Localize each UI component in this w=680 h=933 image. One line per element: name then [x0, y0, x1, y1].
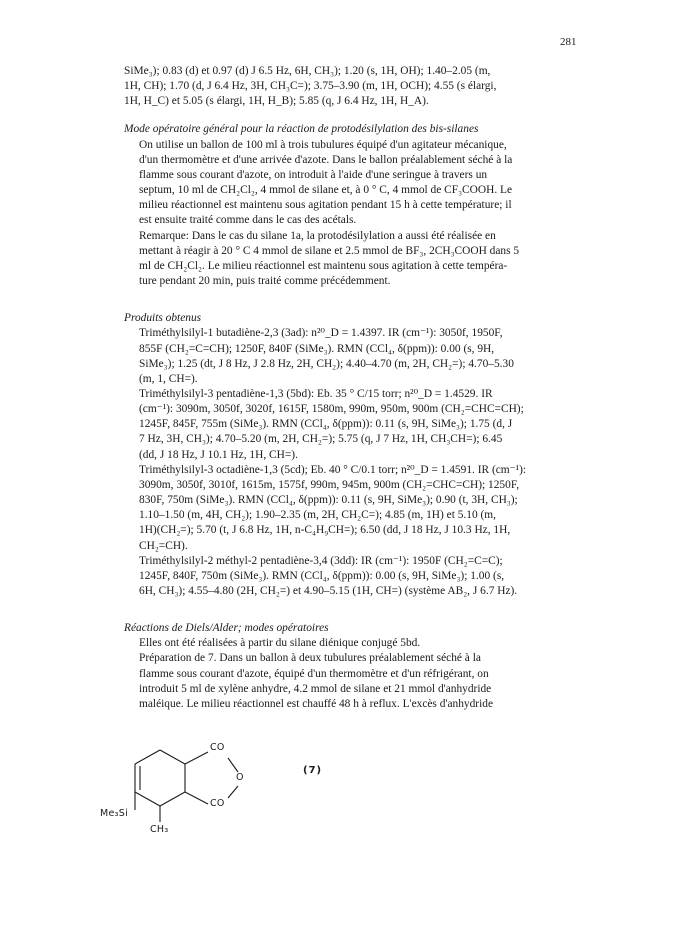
- text-line: 6H, CH₃); 4.55–4.80 (2H, CH₂=) et 4.90–5.15 (1H, CH=) (système AB₂, J 6.7 Hz).: [139, 585, 518, 597]
- text-line: introduit 5 ml de xylène anhydre, 4.2 mmol de silane et 21 mmol d'anhydride: [139, 682, 492, 695]
- label-o: O: [236, 772, 244, 783]
- para-5cd: [124, 463, 592, 554]
- para-3ad: [124, 326, 592, 387]
- ring-bond-6: [135, 750, 160, 764]
- label-me3si: Me₃Si: [100, 808, 129, 819]
- para-mode-operatoire: [124, 138, 592, 229]
- anhydride-bond-1: [185, 752, 208, 764]
- text-line: SiMe₃); 1.25 (dt, J 8 Hz, J 2.8 Hz, 2H, CH₂); 4.40–4.70 (m, 2H, CH₂=); 4.70–5.30: [139, 357, 514, 370]
- text-line: CH₂=CH).: [139, 539, 188, 552]
- label-co-bottom: CO: [210, 798, 225, 809]
- text-line: (cm⁻¹): 3090m, 3050f, 3020f, 1615F, 1580m, 990m, 950m, 900m (CH₂=CHC=CH);: [139, 403, 524, 416]
- ring-bond-3: [160, 792, 185, 806]
- text-line: est ensuite traité comme dans le cas des acétals.: [139, 214, 357, 227]
- text-line: mettant à réagir à 20 ° C 4 mmol de silane et 2.5 mmol de BF₃, 2CH₃COOH dans 5: [139, 244, 520, 257]
- text-line: Produits obtenus: [124, 312, 202, 325]
- text-line: Mode opératoire général pour la réaction de protodésilylation des bis-silanes: [124, 123, 479, 136]
- text-line: flamme sous courant d'azote, on introduit à l'aide d'une seringue à travers un: [139, 168, 488, 181]
- text-line: 3090m, 3050f, 3010f, 1615m, 1575f, 990m, 945m, 900m (CH₂=CHC=CH); 1250F,: [139, 478, 520, 491]
- text-line: milieu réactionnel est maintenu sous agitation pendant 15 h à cette température; il: [139, 199, 512, 212]
- text-line: 1H)(CH₂=); 5.70 (t, J 6.8 Hz, 1H, n-C₄H₉CH=); 6.50 (dd, J 18 Hz, J 10.3 Hz, 1H,: [139, 524, 511, 537]
- structure-figure-7: [100, 730, 370, 840]
- text-line: 1H, H_C) et 5.05 (s élargi, 1H, H_B); 5.85 (q, J 6.4 Hz, 1H, H_A).: [124, 95, 429, 108]
- text-line: SiMe₃); 0.83 (d) et 0.97 (d) J 6.5 Hz, 6H, CH₃); 1.20 (s, 1H, OH); 1.40–2.05 (m,: [124, 65, 491, 77]
- text-line: On utilise un ballon de 100 ml à trois tubulures équipé d'un agitateur mécanique,: [139, 138, 507, 151]
- text-line: flamme sous courant d'azote, équipé d'un thermomètre et d'un réfrigérant, on: [139, 667, 489, 680]
- body-text: [124, 64, 592, 712]
- para-3dd: [124, 554, 592, 599]
- anhydride-bond-3: [228, 786, 238, 798]
- text-line: 1245F, 845F, 755m (SiMe₃). RMN (CCl₄, δ(ppm)): 0.11 (s, 9H, SiMe₃); 1.75 (d, J: [139, 418, 513, 431]
- heading-produits-obtenus: [124, 311, 592, 326]
- para-preparation-7: [124, 651, 592, 712]
- heading-diels-alder: [124, 621, 592, 636]
- label-co-top: CO: [210, 742, 225, 753]
- text-line: (dd, J 18 Hz, J 10.1 Hz, 1H, CH=).: [139, 448, 298, 461]
- text-line: Elles ont été réalisées à partir du silane diénique conjugé 5bd.: [139, 637, 421, 650]
- ring-bond-4: [135, 792, 160, 806]
- text-line: 1H, CH); 1.70 (d, J 6.4 Hz, 3H, CH₃C=); 3.75–3.90 (m, 1H, OCH); 4.55 (s élargi,: [124, 80, 497, 93]
- heading-mode-operatoire: [124, 122, 592, 137]
- text-line: d'un thermomètre et d'une arrivée d'azote. Dans le ballon préalablement séché à la: [139, 153, 513, 166]
- page-number: 281: [560, 36, 577, 48]
- text-line: Préparation de 7. Dans un ballon à deux tubulures préalablement séché à la: [139, 652, 481, 665]
- compound-number: (7): [303, 765, 323, 776]
- text-line: 855F (CH₂=C=CH); 1250F, 840F (SiMe₃). RMN (CCl₄, δ(ppm)): 0.00 (s, 9H,: [139, 342, 495, 355]
- anhydride-bond-2: [228, 758, 238, 772]
- para-continuation: [124, 64, 592, 109]
- text-line: septum, 10 ml de CH₂Cl₂, 4 mmol de silane et, à 0 ° C, 4 mmol de CF₃COOH. Le: [139, 184, 513, 197]
- text-line: 1.10–1.50 (m, 4H, CH₂); 1.90–2.35 (m, 2H, CH₂C=); 4.85 (m, 1H) et 5.10 (m,: [139, 509, 497, 522]
- text-line: ture pendant 20 min, puis traité comme précédemment.: [139, 275, 391, 288]
- text-line: Triméthylsilyl-3 pentadiène-1,3 (5bd): Eb. 35 ° C/15 torr; n²⁰_D = 1.4529. IR: [139, 387, 493, 400]
- label-ch3: CH₃: [150, 824, 169, 835]
- text-line: Remarque: Dans le cas du silane 1a, la protodésilylation a aussi été réalisée en: [139, 229, 496, 242]
- anhydride-bond-4: [185, 792, 208, 804]
- para-diels-alder: [124, 636, 592, 651]
- text-line: 7 Hz, 3H, CH₃); 4.70–5.20 (m, 2H, CH₂=); 5.75 (q, J 7 Hz, 1H, CH₃CH=); 6.45: [139, 433, 503, 446]
- text-line: ml de CH₂Cl₂. Le milieu réactionnel est maintenu sous agitation à cette tempéra-: [139, 259, 508, 272]
- ring-bond-1: [160, 750, 185, 764]
- para-remarque: [124, 229, 592, 290]
- text-line: 830F, 750m (SiMe₃). RMN (CCl₄, δ(ppm)): 0.11 (s, 9H, SiMe₃); 0.90 (t, 3H, CH₃);: [139, 494, 518, 507]
- text-line: Réactions de Diels/Alder; modes opératoires: [124, 622, 329, 635]
- text-line: maléique. Le milieu réactionnel est chauffé 48 h à reflux. L'excès d'anhydride: [139, 697, 494, 710]
- para-5bd: [124, 387, 592, 463]
- text-line: Triméthylsilyl-3 octadiène-1,3 (5cd); Eb. 40 ° C/0.1 torr; n²⁰_D = 1.4591. IR (cm⁻¹):: [139, 463, 527, 476]
- text-line: 1245F, 840F, 750m (SiMe₃). RMN (CCl₄, δ(ppm)): 0.00 (s, 9H, SiMe₃); 1.00 (s,: [139, 569, 505, 582]
- text-line: Triméthylsilyl-1 butadiène-2,3 (3ad): n²⁰_D = 1.4397. IR (cm⁻¹): 3050f, 1950F,: [139, 327, 503, 340]
- text-line: (m, 1, CH=).: [139, 372, 198, 385]
- text-line: Triméthylsilyl-2 méthyl-2 pentadiène-3,4 (3dd): IR (cm⁻¹): 1950F (CH₂=C=C);: [139, 554, 503, 567]
